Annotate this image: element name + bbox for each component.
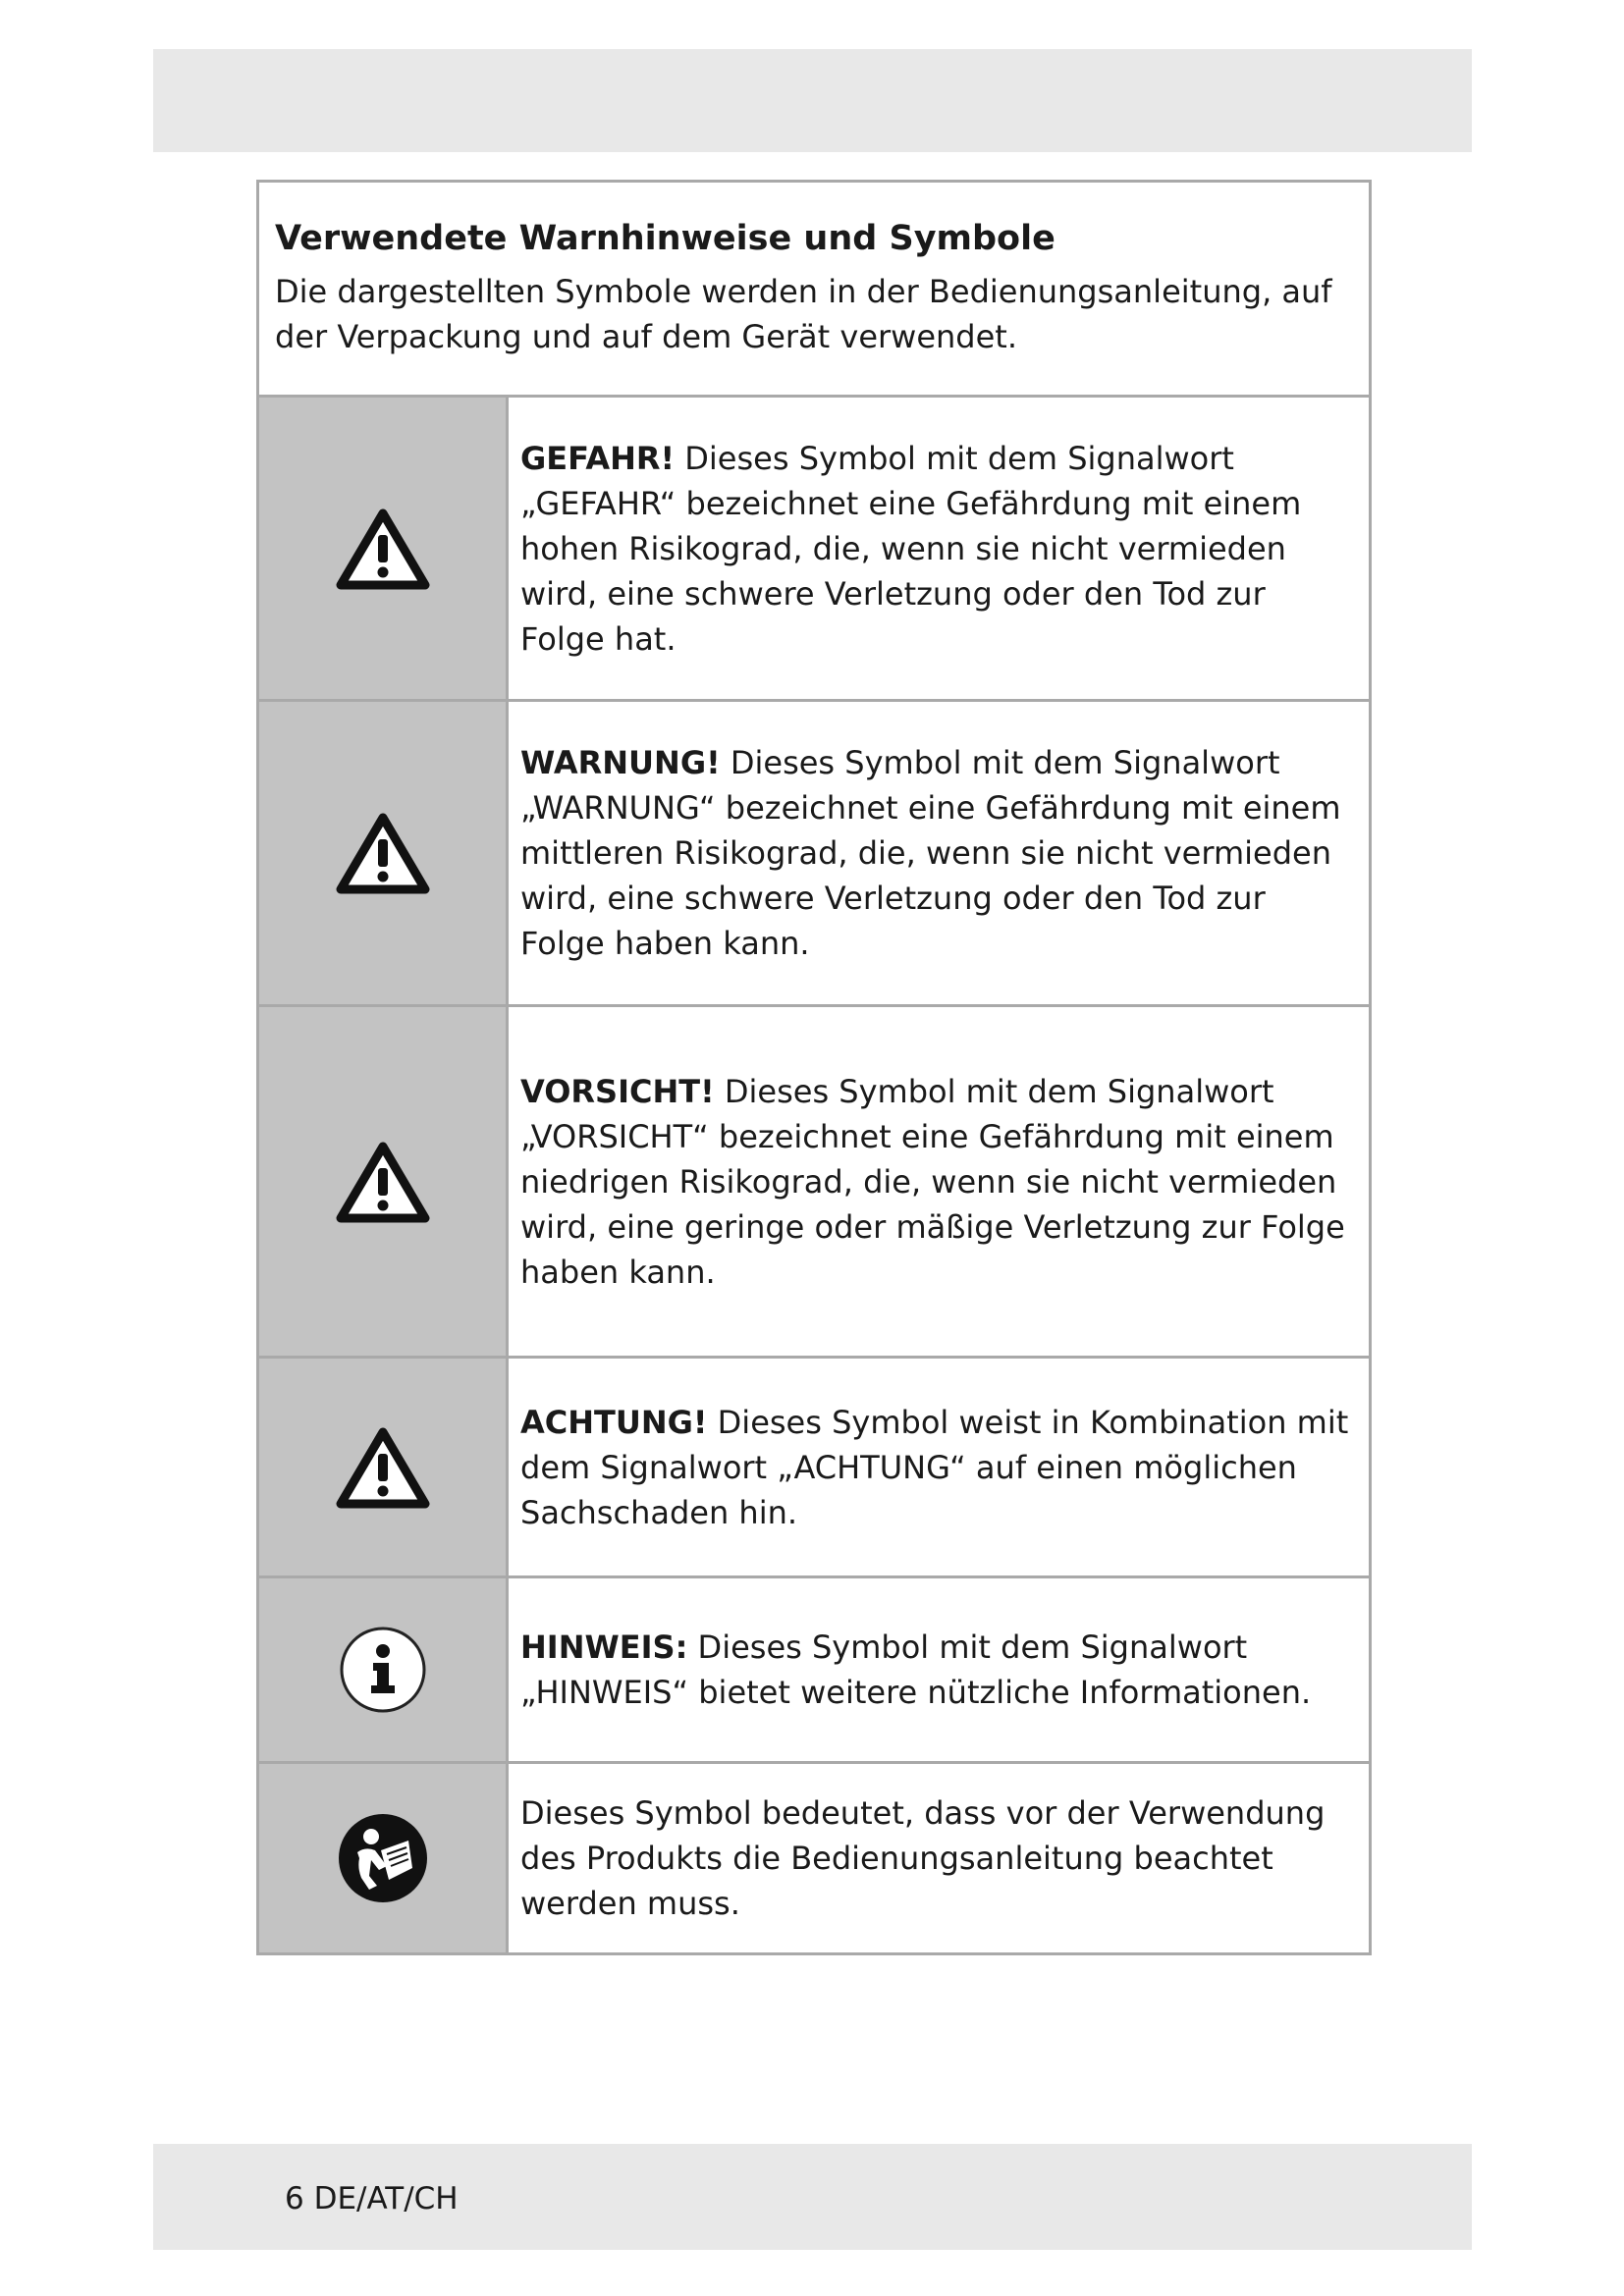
signal-word: ACHTUNG!	[520, 1403, 708, 1441]
symbol-row-warnung	[259, 702, 1369, 1007]
icon-cell	[259, 1764, 509, 1952]
icon-cell	[259, 1359, 509, 1575]
icon-cell	[259, 702, 509, 1004]
warning-triangle-icon	[334, 810, 432, 896]
symbol-row-manual	[259, 1764, 1369, 1952]
symbol-description	[509, 398, 1369, 699]
warning-triangle-icon	[334, 1139, 432, 1225]
section-title: Verwendete Warnhinweise und Symbole	[275, 219, 1056, 258]
symbol-description	[509, 1764, 1369, 1952]
footer-bar	[153, 2144, 1472, 2250]
symbol-row-hinweis	[259, 1578, 1369, 1764]
symbol-description	[509, 1007, 1369, 1356]
symbol-row-gefahr	[259, 398, 1369, 702]
symbol-description	[509, 1578, 1369, 1761]
symbol-row-achtung	[259, 1359, 1369, 1578]
signal-word: HINWEIS:	[520, 1629, 688, 1666]
description-text: Dieses Symbol mit dem Signalwort „GEFAHR“ bezeichnet eine Gefährdung mit einem hohen Risikograd, die, wenn sie nicht vermieden wird, eine schwere Verletzung oder den Tod zur Folge hat.	[520, 439, 1302, 658]
description-text: Dieses Symbol bedeutet, dass vor der Verwendung des Produkts die Bedienungsanleitung beachtet werden muss.	[520, 1794, 1326, 1922]
warning-triangle-icon	[334, 506, 432, 592]
icon-cell	[259, 1007, 509, 1356]
description-text: Dieses Symbol mit dem Signalwort „WARNUNG“ bezeichnet eine Gefährdung mit einem mittleren Risikograd, die, wenn sie nicht vermieden wird, eine schwere Verletzung oder den Tod zur Folge haben kann.	[520, 744, 1341, 962]
section-intro: Die dargestellten Symbole werden in der Bedienungsanleitung, auf der Verpackung und auf dem Gerät verwendet.	[275, 273, 1332, 355]
signal-word: WARNUNG!	[520, 744, 721, 781]
signal-word: VORSICHT!	[520, 1072, 715, 1110]
warning-triangle-icon	[334, 1424, 432, 1511]
description-text: Dieses Symbol mit dem Signalwort „VORSICHT“ bezeichnet eine Gefährdung mit einem niedrigen Risikograd, die, wenn sie nicht vermieden wird, eine geringe oder mäßige Verletzung zur Folge haben kann.	[520, 1072, 1345, 1291]
description-text: Dieses Symbol weist in Kombination mit dem Signalwort „ACHTUNG“ auf einen möglichen Sachschaden hin.	[520, 1403, 1349, 1531]
signal-word: GEFAHR!	[520, 439, 676, 477]
symbols-table	[256, 180, 1372, 1955]
intro-section	[259, 183, 1369, 398]
symbol-description	[509, 702, 1369, 1004]
page-number: 6 DE/AT/CH	[285, 2181, 459, 2216]
icon-cell	[259, 1578, 509, 1761]
description-text: Dieses Symbol mit dem Signalwort „HINWEIS“ bietet weitere nützliche Informationen.	[520, 1629, 1312, 1711]
icon-cell	[259, 398, 509, 699]
symbol-row-vorsicht	[259, 1007, 1369, 1359]
header-bar	[153, 49, 1472, 152]
symbol-description	[509, 1359, 1369, 1575]
info-icon	[338, 1625, 428, 1715]
read-manual-icon	[336, 1811, 430, 1905]
